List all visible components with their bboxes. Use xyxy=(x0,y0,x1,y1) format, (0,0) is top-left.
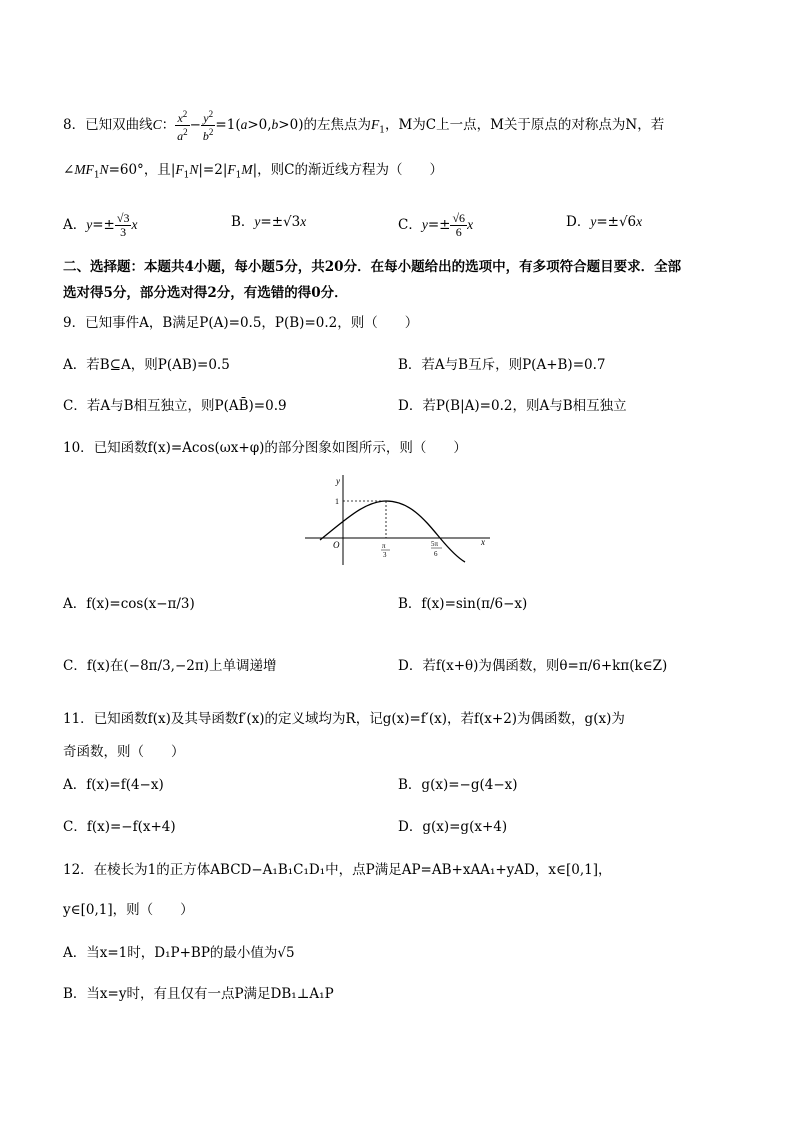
option-letter: B． xyxy=(398,357,422,373)
q12-line2: y∈[0,1]，则（ ） xyxy=(63,902,194,918)
section2-line2: 选对得5分，部分选对得2分，有选错的得0分． xyxy=(63,285,348,301)
q11-option-b[interactable] xyxy=(398,775,518,795)
option-text: g(x)=g(x+4) xyxy=(422,819,508,835)
q9-option-d[interactable] xyxy=(398,396,627,416)
q9-option-c[interactable] xyxy=(63,396,287,416)
q10-option-c[interactable] xyxy=(63,656,277,676)
cos-curve xyxy=(320,501,465,562)
q8-option-b[interactable]: B．y=±√3x xyxy=(231,214,307,230)
q9-stem xyxy=(63,313,418,333)
q8-line2: $\angle MF_1N=60^\circ$，且$|F_1N|=2|F_1M|$，则C的渐近线方程为（ ） xyxy=(63,162,444,181)
option-letter: C． xyxy=(398,217,422,233)
option-letter: B． xyxy=(398,596,422,612)
q8-stem-part2: 的左焦点为 xyxy=(303,117,371,133)
option-letter: B． xyxy=(63,986,87,1002)
tick-5pi6-num: 5π xyxy=(431,540,439,548)
y-axis-label: y xyxy=(336,476,340,486)
tick-5pi6-den: 6 xyxy=(434,550,438,558)
option-letter: A． xyxy=(63,596,87,612)
q10-option-b[interactable] xyxy=(398,594,527,614)
tick-pi3-den: 3 xyxy=(383,551,387,559)
option-letter: B． xyxy=(231,214,255,230)
option-text: 若A与B相互独立，则P(AB̄)=0.9 xyxy=(86,398,287,414)
q8-line1: 8．已知双曲线C： $\frac{x^2}{a^2}$ − $\frac{y^2}{b^2}$ =1(a>0,b>0)的左焦点为$F_1$，M为C上一点，M关于原点的对称点为N，若 xyxy=(63,109,665,143)
q8-stem-part3: ，M为C上一点，M关于原点的对称点为N，若 xyxy=(384,117,665,133)
option-letter: D． xyxy=(398,658,423,674)
section2-line1: 二、选择题：本题共4小题，每小题5分，共20分．在每小题给出的选项中，有多项符合题目要求．全部 xyxy=(63,259,682,275)
option-text: 若B⊆A，则P(AB)=0.5 xyxy=(86,357,230,373)
q10-stem-text: 已知函数f(x)=Acos(ωx+φ)的部分图象如图所示，则（ ） xyxy=(93,440,467,456)
q10-graph xyxy=(300,470,495,570)
tick-pi3-num: π xyxy=(382,542,386,550)
option-letter: A． xyxy=(63,777,87,793)
q9-stem-text: 已知事件A，B满足P(A)=0.5，P(B)=0.2，则（ ） xyxy=(85,315,419,331)
q9-option-b[interactable] xyxy=(398,355,605,375)
q12-option-b[interactable] xyxy=(63,984,334,1004)
q11-line1 xyxy=(63,709,625,729)
option-letter: A． xyxy=(63,945,87,961)
q11-line2: 奇函数，则（ ） xyxy=(63,744,185,760)
option-letter: D． xyxy=(398,398,423,414)
q10-stem xyxy=(63,438,467,458)
q8-option-a[interactable]: A．y=± $\frac{√3}{3}$ x xyxy=(63,211,138,239)
origin-label: O xyxy=(333,540,340,550)
q8-line2-tail: ，则C的渐近线方程为（ ） xyxy=(257,162,444,178)
q8-stem-part1: 已知双曲线 xyxy=(85,117,153,133)
option-text: 若A与B互斥，则P(A+B)=0.7 xyxy=(421,357,606,373)
option-text: 当x=1时，D₁P+BP的最小值为√5 xyxy=(86,945,295,961)
q11-number: 11． xyxy=(63,711,94,727)
option-text: 若P(B|A)=0.2，则A与B相互独立 xyxy=(422,398,627,414)
q8-option-c[interactable]: C．y=± $\frac{√6}{6}$ x xyxy=(398,211,474,239)
option-letter: C． xyxy=(63,819,87,835)
q12-line1-text: 在棱长为1的正方体ABCD−A₁B₁C₁D₁中，点P满足AP=AB+xAA₁+yAD，x∈[0,1]， xyxy=(93,862,612,878)
q8-option-d[interactable]: D．y=±√6x xyxy=(566,214,643,230)
option-letter: C． xyxy=(63,398,87,414)
option-text: f(x)=sin(π/6−x) xyxy=(421,596,528,612)
q11-option-a[interactable] xyxy=(63,775,164,795)
q12-number: 12． xyxy=(63,862,94,878)
x-axis-label: x xyxy=(481,537,485,547)
q8-line2-mid: ，且 xyxy=(143,162,171,178)
option-text: f(x)=f(4−x) xyxy=(86,777,164,793)
option-text: 当x=y时，有且仅有一点P满足DB₁⊥A₁P xyxy=(86,986,334,1002)
q10-option-a[interactable] xyxy=(63,594,195,614)
q11-option-c[interactable] xyxy=(63,817,176,837)
option-letter: A． xyxy=(63,217,87,233)
q10-option-d[interactable] xyxy=(398,656,667,676)
q10-number: 10． xyxy=(63,440,94,456)
q9-option-a[interactable] xyxy=(63,355,230,375)
q11-line1-text: 已知函数f(x)及其导函数f′(x)的定义域均为R，记g(x)=f′(x)，若f(x+2)为偶函数，g(x)为 xyxy=(93,711,625,727)
option-letter: D． xyxy=(398,819,423,835)
option-letter: C． xyxy=(63,658,87,674)
q12-line1 xyxy=(63,860,612,880)
option-letter: B． xyxy=(398,777,422,793)
option-text: f(x)=−f(x+4) xyxy=(86,819,176,835)
q9-number: 9． xyxy=(63,315,86,331)
option-text: f(x)=cos(x−π/3) xyxy=(86,596,195,612)
option-text: f(x)在(−8π/3,−2π)上单调递增 xyxy=(86,658,277,674)
q8-number: 8． xyxy=(63,117,86,133)
option-text: 若f(x+θ)为偶函数，则θ=π/6+kπ(k∈Z) xyxy=(422,658,668,674)
option-letter: A． xyxy=(63,357,87,373)
option-text: g(x)=−g(4−x) xyxy=(421,777,518,793)
q11-option-d[interactable] xyxy=(398,817,507,837)
option-letter: D． xyxy=(566,214,591,230)
q12-option-a[interactable] xyxy=(63,943,295,963)
peak-label: 1 xyxy=(335,497,339,506)
